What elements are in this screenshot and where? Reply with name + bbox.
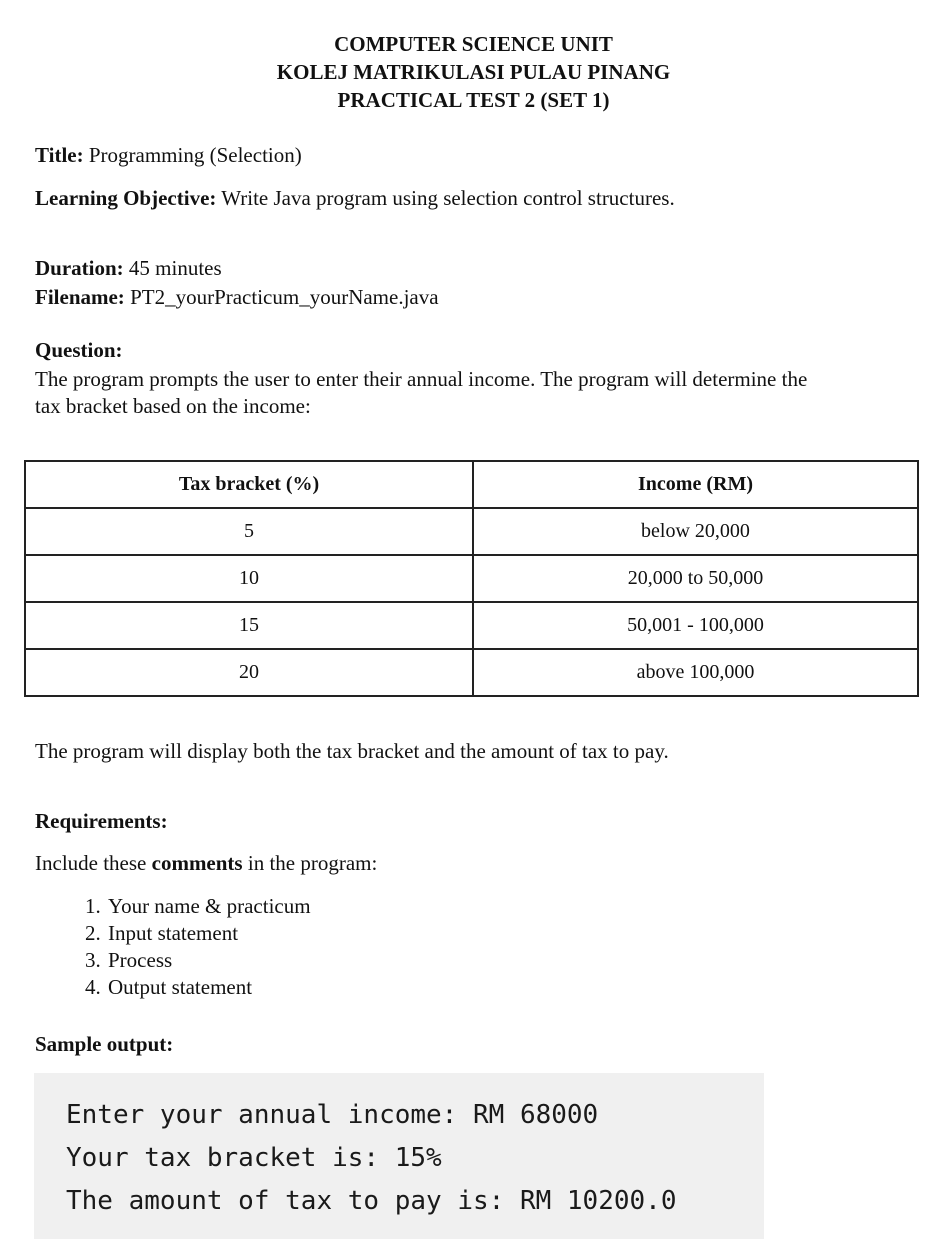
college-name: KOLEJ MATRIKULASI PULAU PINANG [276, 60, 671, 84]
console-line: Enter your annual income: RM 68000 [66, 1100, 599, 1130]
income-cell: 20,000 to 50,000 [473, 555, 918, 602]
tax-bracket-cell: 5 [25, 508, 473, 555]
title-value: Programming (Selection) [88, 143, 302, 167]
tax-bracket-cell: 10 [25, 555, 473, 602]
test-title: PRACTICAL TEST 2 (SET 1) [337, 88, 610, 112]
tax-bracket-cell: 20 [25, 649, 473, 696]
filename-value: PT2_yourPracticum_yourName.java [130, 285, 439, 309]
list-item: 4. Output statement [106, 974, 311, 1001]
duration-label: Duration: [35, 256, 124, 280]
title-line [35, 142, 302, 168]
table-header-row [25, 461, 918, 508]
list-item: 3. Process [106, 947, 311, 974]
question-text-line2: tax bracket based on the income: [35, 394, 311, 418]
table-row [25, 555, 918, 602]
intro-text-after: in the program: [242, 851, 378, 875]
document-header [0, 30, 947, 114]
filename-label: Filename: [35, 285, 125, 309]
console-line: Your tax bracket is: 15% [66, 1143, 442, 1173]
display-note: The program will display both the tax bracket and the amount of tax to pay. [35, 739, 669, 763]
sample-output-console [34, 1073, 764, 1239]
question-label: Question: [35, 338, 123, 362]
duration-line [35, 255, 222, 281]
unit-title: COMPUTER SCIENCE UNIT [334, 32, 613, 56]
filename-line [35, 284, 439, 310]
column-header-income: Income (RM) [473, 461, 918, 508]
income-cell: below 20,000 [473, 508, 918, 555]
console-line: The amount of tax to pay is: RM 10200.0 [66, 1186, 677, 1216]
duration-value: 45 minutes [128, 256, 222, 280]
intro-text-bold: comments [151, 851, 243, 875]
title-label: Title: [35, 143, 84, 167]
intro-text-before: Include these [35, 851, 152, 875]
income-cell: above 100,000 [473, 649, 918, 696]
tax-bracket-table [24, 460, 919, 697]
income-cell: 50,001 - 100,000 [473, 602, 918, 649]
sample-output-label: Sample output: [35, 1032, 174, 1056]
table-row [25, 602, 918, 649]
objective-value: Write Java program using selection control structures. [221, 186, 675, 210]
table-row [25, 649, 918, 696]
requirements-list [70, 893, 311, 1001]
requirements-label: Requirements: [35, 809, 168, 833]
list-item: 1. Your name & practicum [106, 893, 311, 920]
question-text-line1: The program prompts the user to enter their annual income. The program will determine the [35, 367, 808, 391]
tax-bracket-cell: 15 [25, 602, 473, 649]
column-header-tax-bracket: Tax bracket (%) [25, 461, 473, 508]
objective-line [35, 185, 675, 211]
table-row [25, 508, 918, 555]
objective-label: Learning Objective: [35, 186, 217, 210]
requirements-intro [35, 850, 377, 876]
list-item: 2. Input statement [106, 920, 311, 947]
